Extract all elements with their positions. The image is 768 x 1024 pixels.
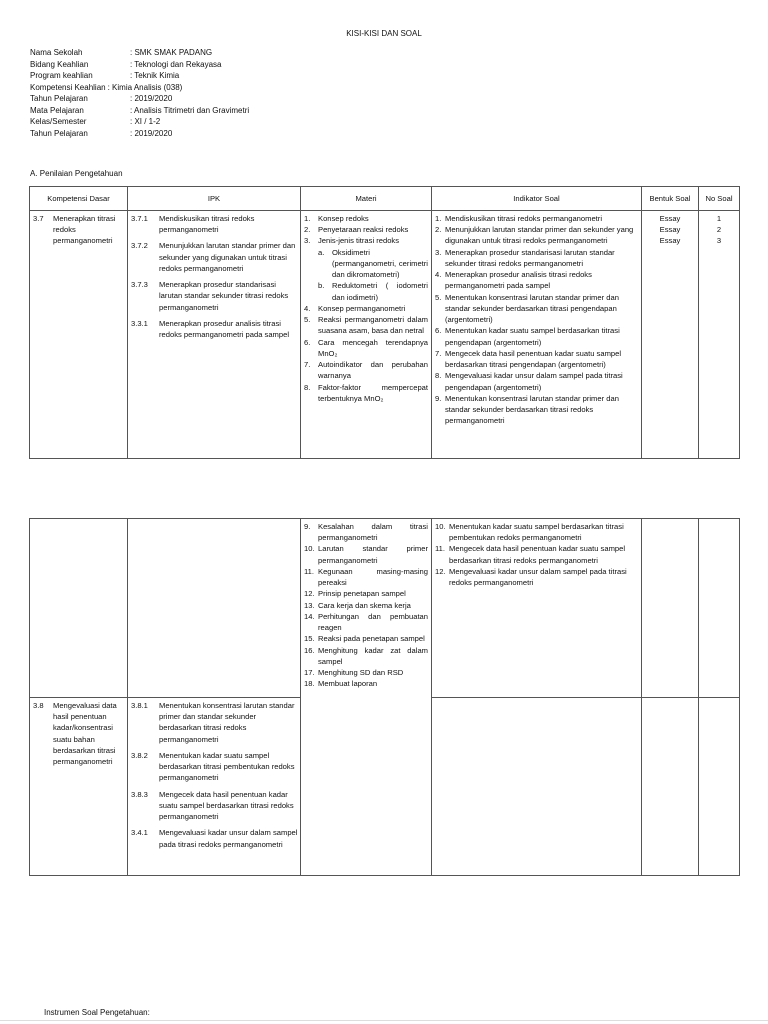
ipk-number: 3.8.2 <box>131 750 148 760</box>
list-item <box>435 566 638 588</box>
no-value: 2 <box>716 225 722 235</box>
document-title: KISI-KISI DAN SOAL <box>346 29 422 38</box>
list-item <box>304 667 428 678</box>
item-text: Menentukan konsentrasi larutan standar primer dan standar sekunder berdasarkan titrasi redoks permanganometri <box>445 393 619 426</box>
kd-text: Menerapkan titrasi redoks permanganometri <box>53 214 116 246</box>
list-item <box>435 325 638 347</box>
info-label: Tahun Pelajaran <box>30 94 88 103</box>
item-text: Reaksi pada penetapan sampel <box>318 634 425 644</box>
info-label: Bidang Keahlian <box>30 59 89 69</box>
list-item <box>435 348 638 370</box>
list-item <box>435 521 638 543</box>
info-value: : SMK SMAK PADANG <box>130 48 213 57</box>
header-ipk: IPK <box>128 187 301 211</box>
item-number: 3. <box>304 236 311 246</box>
item-number: 12. <box>435 566 446 576</box>
ipk-item <box>128 279 300 313</box>
info-value: : 2019/2020 <box>130 128 173 138</box>
materi-list <box>301 519 431 692</box>
indikator-list <box>432 519 641 590</box>
bentuk-value: Essay <box>659 236 681 246</box>
item-number: 3. <box>435 247 442 257</box>
indikator-cell <box>432 698 642 876</box>
item-number: 4. <box>435 270 442 280</box>
item-text: Menentukan kadar suatu sampel berdasarkan titrasi pembentukan redoks permanganometri <box>449 522 624 543</box>
no-cell <box>699 519 740 698</box>
info-row <box>30 105 430 117</box>
kd-cell <box>30 211 128 459</box>
list-item <box>304 314 428 336</box>
item-text: Reaksi permanganometri dalam suasana asam, basa dan netral <box>318 315 428 336</box>
item-number: 7. <box>304 360 311 370</box>
item-text: Faktor-faktor mempercepat terbentuknya MnO₂ <box>318 382 428 403</box>
info-value: : Teknologi dan Rekayasa <box>130 59 222 69</box>
item-number: b. <box>318 281 325 291</box>
item-number: 8. <box>435 371 442 381</box>
ipk-item <box>128 750 300 784</box>
item-number: 7. <box>435 348 442 358</box>
list-item <box>304 337 428 359</box>
info-value: : Kimia Analisis (038) <box>107 82 183 92</box>
info-label: Tahun Pelajaran <box>30 128 88 138</box>
list-item <box>304 566 428 588</box>
header-no: No Soal <box>699 187 740 211</box>
info-row <box>30 70 430 82</box>
info-value: : 2019/2020 <box>130 94 173 103</box>
kd-cell <box>30 698 128 876</box>
ipk-number: 3.8.3 <box>131 789 148 799</box>
ipk-text: Menerapkan prosedur analisis titrasi redoks permanganometri pada sampel <box>159 318 290 340</box>
kd-cell <box>30 519 128 698</box>
grid-table-1 <box>29 186 740 459</box>
ipk-text: Menerapkan prosedur standarisasi larutan standar sekunder titrasi redoks permanganometri <box>159 280 289 312</box>
sub-item <box>304 280 428 302</box>
info-label: Nama Sekolah <box>30 48 83 57</box>
ipk-item <box>128 789 300 823</box>
item-text: Larutan standar primer permanganometri <box>318 544 428 565</box>
info-row <box>30 59 430 71</box>
indikator-list <box>432 211 641 428</box>
bentuk-cell <box>642 519 699 698</box>
ipk-cell <box>128 698 301 876</box>
item-text: Oksidimetri (permanganometri, cerimetri dan dikromatometri) <box>332 247 428 280</box>
item-number: 1. <box>435 214 442 223</box>
table-row <box>30 211 740 459</box>
item-number: 9. <box>304 522 311 531</box>
list-item <box>304 224 428 235</box>
ipk-number: 3.7.3 <box>131 280 148 290</box>
item-text: Menghitung SD dan RSD <box>318 668 404 678</box>
list-item <box>304 359 428 381</box>
ipk-item <box>128 318 300 340</box>
item-number: 6. <box>304 337 311 347</box>
item-number: 11. <box>304 566 314 576</box>
list-item <box>435 213 638 224</box>
list-item <box>435 224 638 246</box>
item-number: 13. <box>304 600 315 610</box>
item-number: 5. <box>435 292 442 302</box>
list-item <box>304 213 428 224</box>
item-text: Menentukan konsentrasi larutan standar primer dan standar sekunder berdasarkan titrasi pengendapan (argentometri) <box>445 292 619 325</box>
sub-item <box>304 247 428 281</box>
item-text: Menerapkan prosedur standarisasi larutan standar sekunder titrasi redoks permanganometri <box>445 247 615 268</box>
list-item <box>304 645 428 667</box>
list-item <box>304 382 428 404</box>
item-text: Menghitung kadar zat dalam sampel <box>318 645 428 666</box>
header-row <box>30 187 740 211</box>
ipk-number: 3.4.1 <box>131 828 148 838</box>
item-text: Mengecek data hasil penentuan kadar suatu sampel berdasarkan titrasi pengendapan (argentometri) <box>445 348 622 370</box>
page-divider <box>0 1020 768 1021</box>
no-value: 1 <box>716 214 722 223</box>
header-bentuk: Bentuk Soal <box>642 187 699 211</box>
item-text: Membuat laporan <box>318 679 378 689</box>
info-label: Kelas/Semester <box>30 117 87 126</box>
list-item <box>435 370 638 392</box>
item-text: Cara kerja dan skema kerja <box>318 600 411 610</box>
item-number: 4. <box>304 303 311 313</box>
ipk-item <box>128 211 300 235</box>
ipk-text: Menentukan kadar suatu sampel berdasarkan titrasi pembentukan redoks permanganometri <box>159 750 295 783</box>
kd-text: Mengevaluasi data hasil penentuan kadar/konsentrasi suatu bahan berdasarkan titrasi permanganometri <box>53 701 117 767</box>
item-number: 9. <box>435 393 442 403</box>
item-text: Penyetaraan reaksi redoks <box>318 225 409 235</box>
item-text: Jenis-jenis titrasi redoks <box>318 236 400 246</box>
ipk-cell <box>128 519 301 698</box>
item-text: Kesalahan dalam titrasi permanganometri <box>318 522 428 543</box>
list-item <box>304 633 428 644</box>
info-value: : Teknik Kimia <box>130 71 180 80</box>
list-item <box>304 600 428 611</box>
item-number: 5. <box>304 315 311 325</box>
info-row <box>30 116 430 128</box>
list-item <box>304 611 428 633</box>
item-text: Menentukan kadar suatu sampel berdasarkan titrasi pengendapan (argentometri) <box>445 326 620 347</box>
item-text: Kegunaan masing-masing pereaksi <box>318 566 428 588</box>
list-item <box>435 292 638 326</box>
ipk-number: 3.7.2 <box>131 241 148 251</box>
materi-cell <box>301 519 432 876</box>
info-label: Kompetensi Keahlian <box>30 82 106 92</box>
ipk-item <box>128 827 300 849</box>
ipk-number: 3.3.1 <box>131 318 148 328</box>
item-number: 15. <box>304 634 315 644</box>
list-item <box>304 588 428 599</box>
indikator-cell <box>432 211 642 459</box>
ipk-text: Mengevaluasi kadar unsur dalam sampel pada titrasi redoks permanganometri <box>159 828 298 849</box>
list-item <box>435 393 638 427</box>
ipk-item <box>128 240 300 274</box>
item-text: Konsep permanganometri <box>318 303 406 313</box>
identity-block <box>30 47 430 139</box>
list-item <box>304 678 428 689</box>
item-number: 12. <box>304 589 315 599</box>
no-cell <box>699 698 740 876</box>
info-row <box>30 93 430 105</box>
ipk-cell <box>128 211 301 459</box>
info-value: : XI / 1-2 <box>130 117 161 126</box>
item-number: 11. <box>435 544 445 554</box>
indikator-cell <box>432 519 642 698</box>
item-number: 16. <box>304 645 315 655</box>
ipk-number: 3.8.1 <box>131 701 148 710</box>
item-number: 6. <box>435 326 442 336</box>
item-text: Autoindikator dan perubahan warnanya <box>318 360 428 381</box>
ipk-text: Mengecek data hasil penentuan kadar suatu sampel berdasarkan titrasi redoks permanganometri <box>159 789 294 822</box>
info-row <box>30 47 430 59</box>
item-number: 8. <box>304 382 311 392</box>
info-row <box>30 82 430 94</box>
list-item <box>304 235 428 246</box>
info-label: Mata Pelajaran <box>30 105 84 115</box>
kd-number: 3.7 <box>33 214 44 223</box>
footer-heading: Instrumen Soal Pengetahuan: <box>44 1008 150 1017</box>
item-text: Mendiskusikan titrasi redoks permanganometri <box>445 214 603 223</box>
item-text: Cara mencegah terendapnya MnO₂ <box>318 337 428 358</box>
list-item <box>435 543 638 565</box>
item-number: a. <box>318 247 325 257</box>
item-text: Reduktometri ( iodometri dan iodimetri) <box>332 281 428 302</box>
ipk-text: Menentukan konsentrasi larutan standar primer dan standar sekunder berdasarkan titrasi redoks permanganometri <box>159 701 295 744</box>
materi-list <box>301 211 431 406</box>
bentuk-cell <box>642 211 699 459</box>
item-text: Konsep redoks <box>318 214 369 223</box>
bentuk-value: Essay <box>659 225 681 235</box>
header-kd: Kompetensi Dasar <box>30 187 128 211</box>
item-text: Menunjukkan larutan standar primer dan sekunder yang digunakan untuk titrasi redoks permanganometri <box>445 225 634 246</box>
item-text: Mengevaluasi kadar unsur dalam sampel pada titrasi redoks permanganometri <box>449 566 627 588</box>
item-number: 10. <box>435 522 446 531</box>
table-row <box>30 519 740 698</box>
header-materi: Materi <box>301 187 432 211</box>
materi-cell <box>301 211 432 459</box>
item-text: Mengevaluasi kadar unsur dalam sampel pada titrasi pengendapan (argentometri) <box>445 371 623 392</box>
list-item <box>435 269 638 291</box>
ipk-text: Mendiskusikan titrasi redoks permanganometri <box>159 214 255 235</box>
item-number: 2. <box>435 225 442 235</box>
bentuk-cell <box>642 698 699 876</box>
item-number: 18. <box>304 679 315 689</box>
item-number: 1. <box>304 214 311 223</box>
list-item <box>435 247 638 269</box>
info-label: Program keahlian <box>30 71 93 80</box>
item-number: 2. <box>304 225 311 235</box>
ipk-item <box>128 698 300 745</box>
item-number: 10. <box>304 544 315 554</box>
list-item <box>304 521 428 543</box>
info-row <box>30 128 430 140</box>
item-text: Prinsip penetapan sampel <box>318 589 406 599</box>
header-indikator: Indikator Soal <box>432 187 642 211</box>
item-text: Perhitungan dan pembuatan reagen <box>318 611 428 633</box>
section-heading: A. Penilaian Pengetahuan <box>30 169 123 178</box>
item-text: Menerapkan prosedur analisis titrasi redoks permanganometri pada sampel <box>445 270 592 291</box>
item-number: 17. <box>304 668 315 678</box>
ipk-number: 3.7.1 <box>131 214 148 223</box>
info-value: : Analisis Titrimetri dan Gravimetri <box>130 105 250 115</box>
no-value: 3 <box>716 236 722 246</box>
ipk-text: Menunjukkan larutan standar primer dan sekunder yang digunakan untuk titrasi redoks permanganometri <box>159 241 296 273</box>
item-number: 14. <box>304 611 315 621</box>
no-cell <box>699 211 740 459</box>
list-item <box>304 303 428 314</box>
kd-number: 3.8 <box>33 701 44 710</box>
list-item <box>304 543 428 565</box>
grid-table-2 <box>29 518 740 876</box>
item-text: Mengecek data hasil penentuan kadar suatu sampel berdasarkan titrasi redoks permanganometri <box>449 544 626 565</box>
bentuk-value: Essay <box>659 214 681 223</box>
